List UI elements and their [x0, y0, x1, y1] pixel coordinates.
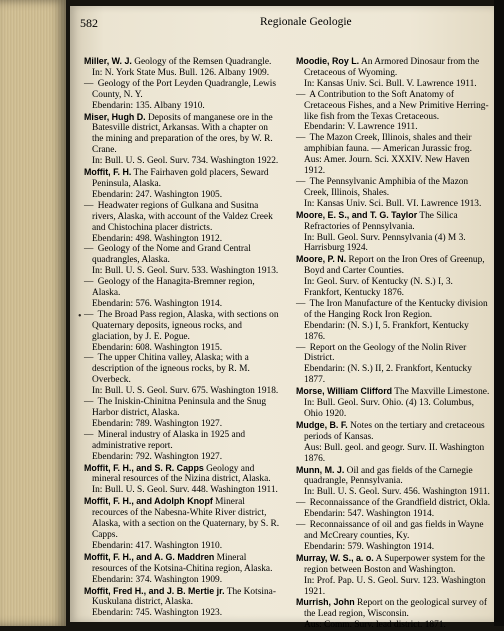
bibliography-entry [84, 430, 280, 463]
entry-reference: In: Bull. Geol. Surv. Pennsylvania (4) M 3. Harrisburg 1924. [304, 232, 466, 254]
entry-author: Moodie, Roy L. [296, 56, 360, 66]
bibliography-entry [296, 343, 492, 387]
entry-title: Oil and gas fields of the Carnegie quadrangle, Pennsylvania. [304, 465, 473, 487]
entry-reference: In: Bull. U. S. Geol. Surv. 675. Washington 1918. [92, 386, 279, 397]
bibliography-entry [296, 254, 492, 299]
entry-title: Geology of the Remsen Quadrangle. [134, 57, 272, 67]
entry-reference: Aus: Bull. geol. and geogr. Surv. II. Washington 1876. [304, 442, 485, 464]
entry-reference: In: Bull. U. S. Geol. Surv. 533. Washington 1913. [92, 266, 279, 277]
entry-author: Munn, M. J. [296, 464, 345, 475]
bibliography-entry [296, 299, 492, 343]
entry-title: The upper Chitina valley, Alaska; with a description of the igneous rocks, by R. M. Overbeck. [92, 353, 250, 386]
entry-reference: Ebendarin: (N. S.) I, 5. Frankfort, Kentucky 1876. [304, 320, 469, 342]
entry-author: Moffit, F. H., and S. R. Capps [84, 462, 204, 473]
entry-reference: In: Kansas Univ. Sci. Bull. V. Lawrence 1911. [304, 78, 477, 89]
bibliography-entry [84, 463, 280, 497]
entry-title: Reconnaissance of oil and gas fields in Wayne and McCreary counties, Ky. [304, 520, 484, 541]
entry-reference: In: Kansas Univ. Sci. Bull. VI. Lawrence 1913. [304, 198, 482, 209]
entry-title: The Iron Manufacture of the Kentucky division of the Hanging Rock Iron Region. [304, 298, 488, 320]
bibliography-entry [84, 56, 280, 79]
entry-title: An Armored Dinosaur from the Cretaceous of Wyoming. [304, 57, 480, 78]
entry-title: The Pennsylvanic Amphibia of the Mazon Creek, Illinois, Shales. [304, 176, 469, 198]
right-column [296, 56, 492, 631]
bibliography-entry [84, 112, 280, 168]
entry-author: — [296, 498, 306, 509]
entry-title: Report on the Geology of the Nolin River District. [304, 342, 467, 364]
bibliography-entry [84, 496, 280, 552]
page-header [80, 16, 484, 32]
bibliography-entry [296, 498, 492, 520]
entry-reference: Ebendarin: 608. Washington 1915. [92, 342, 223, 353]
entry-author: — [296, 133, 306, 144]
entry-reference: Ebendarin: 792. Washington 1927. [92, 451, 223, 462]
entry-author: Moffit, F. H. [84, 167, 132, 178]
entry-author: — [84, 309, 94, 320]
entry-reference: Ebendarin: 579. Washington 1914. [304, 541, 435, 552]
entry-title: Mineral industry of Alaska in 1925 and administrative report. [92, 429, 246, 451]
entry-title: The Iniskin-Chinitna Peninsula and the Snug Harbor district, Alaska. [92, 397, 267, 418]
bibliography-entry [84, 277, 280, 310]
entry-reference: Ebendarin: 789. Washington 1927. [92, 418, 223, 429]
entry-reference: Ebendarin: V. Lawrence 1911. [304, 122, 418, 133]
entry-reference: Ebendarin: 498. Washington 1912. [92, 233, 223, 244]
bibliography-entry [84, 310, 280, 354]
entry-title: The Kotsina-Kuskulana district, Alaska. [92, 586, 276, 608]
bibliography-entry [84, 244, 280, 277]
entry-reference: Aus: Amer. Journ. Sci. XXXIV. New Haven 1912. [304, 155, 470, 177]
entry-title: Notes on the tertiary and cretaceous periods of Kansas. [304, 420, 485, 442]
entry-author: Miller, W. J. [84, 56, 132, 66]
entry-title: A Superpower system for the region between Boston and Washington. [304, 553, 485, 575]
bibliography-entry [84, 586, 280, 620]
entry-title: Headwater regions of Gulkana and Susitna rivers, Alaska, with account of the Valdez Creek and Chistochina placer districts. [92, 200, 273, 233]
entry-author: Moore, E. S., and T. G. Taylor [296, 209, 418, 220]
entry-reference: Ebendarin: 374. Washington 1909. [92, 574, 223, 585]
bibliography-entry [296, 553, 492, 598]
entry-author: — [84, 200, 94, 211]
entry-title: Report on the geological survey of the Lead region, Wisconsin. [304, 598, 487, 620]
bibliography-entry [296, 56, 492, 90]
entry-author: — [84, 244, 94, 255]
entry-reference: In: Geol. Surv. of Kentucky (N. S.) I, 3. Frankfort, Kentucky 1876. [304, 277, 453, 299]
bibliography-entry [84, 397, 280, 430]
entry-author: Moffit, F. H., and Adolph Knopf [84, 496, 213, 507]
entry-author: — [296, 520, 306, 531]
entry-title: Geology of the Nome and Grand Central quadrangles, Alaska. [92, 244, 251, 266]
bibliography-entry [84, 167, 280, 201]
entry-author: — [84, 353, 94, 364]
entry-author: Moffit, F. H., and A. G. Maddren [84, 551, 215, 562]
bibliography-entry [296, 177, 492, 210]
entry-author: — [84, 277, 94, 288]
entry-reference: In: Bull. Geol. Surv. Ohio. (4) 13. Columbus, Ohio 1920. [304, 398, 474, 419]
entry-reference: Ebendarin: 745. Washington 1923. [92, 608, 223, 619]
entry-reference: Ebendarin: 576. Washington 1914. [92, 298, 223, 309]
page-number: 582 [80, 16, 98, 30]
entry-author: Mudge, B. F. [296, 419, 348, 430]
bibliography-entry [296, 133, 492, 177]
entry-title: The Silica Refractories of Pennsylvania. [304, 210, 458, 232]
entry-author: — [296, 342, 306, 353]
entry-author: — [296, 298, 306, 309]
entry-reference: In: N. York State Mus. Bull. 126. Albany 1909. [92, 67, 270, 78]
entry-reference: Ebendarin: 247. Washington 1905. [92, 189, 223, 200]
entry-title: The Fairhaven gold placers, Seward Peninsula, Alaska. [92, 168, 269, 189]
entry-reference: In: Bull. U. S. Geol. Surv. 456. Washington 1911. [304, 487, 490, 498]
bibliography-entry [84, 79, 280, 112]
entry-author: — [84, 397, 94, 408]
running-title: Regionale Geologie [260, 16, 352, 28]
entry-title: Geology of the Hanagita-Bremner region, Alaska. [92, 277, 255, 299]
entry-author: — [84, 78, 94, 89]
entry-author: Moore, P. N. [296, 254, 347, 265]
bibliography-entry [84, 353, 280, 397]
book-page-edges [0, 0, 66, 626]
entry-reference: Ebendarin: (N. S.) II, 2. Frankfort, Kentucky 1877. [304, 364, 472, 386]
left-column [84, 56, 280, 619]
entry-title: Deposits of manganese ore in the Batesville district, Arkansas. With a chapter on the mining and preparation of the ores, by W. R. Crane. [92, 112, 273, 156]
entry-title: A Contribution to the Soft Anatomy of Cretaceous Fishes, and a New Primitive Herring-like fish from the Texas Cretaceous. [304, 89, 489, 122]
entry-title: Mineral recources of the Nabesna-White River district, Alaska, with a section on the Quaternary, by S. R. Capps. [92, 497, 280, 540]
entry-author: Murray, W. S., a. o. [296, 552, 374, 563]
entry-author: — [296, 176, 306, 187]
entry-author: Miser, Hugh D. [84, 111, 146, 122]
bibliography-entry [296, 465, 492, 499]
entry-reference: In: Prof. Pap. U. S. Geol. Surv. 123. Washington 1921. [304, 575, 486, 597]
entry-author: — [296, 89, 306, 100]
entry-reference: Ebendarin: 135. Albany 1910. [92, 100, 205, 111]
right-shadow [494, 0, 504, 626]
entry-title: Geology and mineral resources of the Nizina district, Alaska. [92, 463, 271, 485]
bibliography-entry [84, 552, 280, 586]
entry-author: Murrish, John [296, 597, 355, 608]
entry-reference: In: Bull. U. S. Geol. Surv. 734. Washington 1922. [92, 156, 279, 167]
margin-mark: • [78, 311, 82, 322]
bibliography-entry [296, 420, 492, 465]
entry-reference: Ebendarin: 547. Washington 1914. [304, 509, 435, 520]
entry-title: Geology of the Port Leyden Quadrangle, Lewis County, N. Y. [92, 78, 277, 100]
entry-title: The Broad Pass region, Alaska, with sections on Quaternary deposits, igneous rocks, and glaciation, by J. E. Pogue. [92, 309, 279, 342]
entry-author: Morse, William Clifford [296, 386, 393, 397]
bibliography-entry [296, 90, 492, 134]
entry-reference: Ebendarin: 417. Washington 1910. [92, 540, 223, 551]
bibliography-entry [296, 520, 492, 553]
entry-title: Reconnaissance of the Grandfield district, Okla. [309, 498, 491, 509]
bibliography-entry [296, 210, 492, 255]
entry-title: Report on the Iron Ores of Greenup, Boyd and Carter Counties. [304, 255, 485, 277]
bibliography-entry [296, 386, 492, 420]
entry-reference: Aus: Comm. Surv. lead district. 1871. [304, 620, 446, 631]
entry-title: The Maxville Limestone. [394, 387, 490, 398]
bibliography-entry [84, 201, 280, 245]
entry-title: The Mazon Creek, Illinois, shales and their amphibian fauna. — American Jurassic frog. [304, 133, 472, 155]
entry-author: Moffit, Fred H., and J. B. Mertie jr. [84, 585, 225, 596]
entry-author: — [84, 429, 94, 440]
entry-reference: In: Bull. U. S. Geol. Surv. 448. Washington 1911. [92, 485, 278, 496]
entry-title: Mineral resources of the Kotsina-Chitina region, Alaska. [92, 552, 273, 574]
